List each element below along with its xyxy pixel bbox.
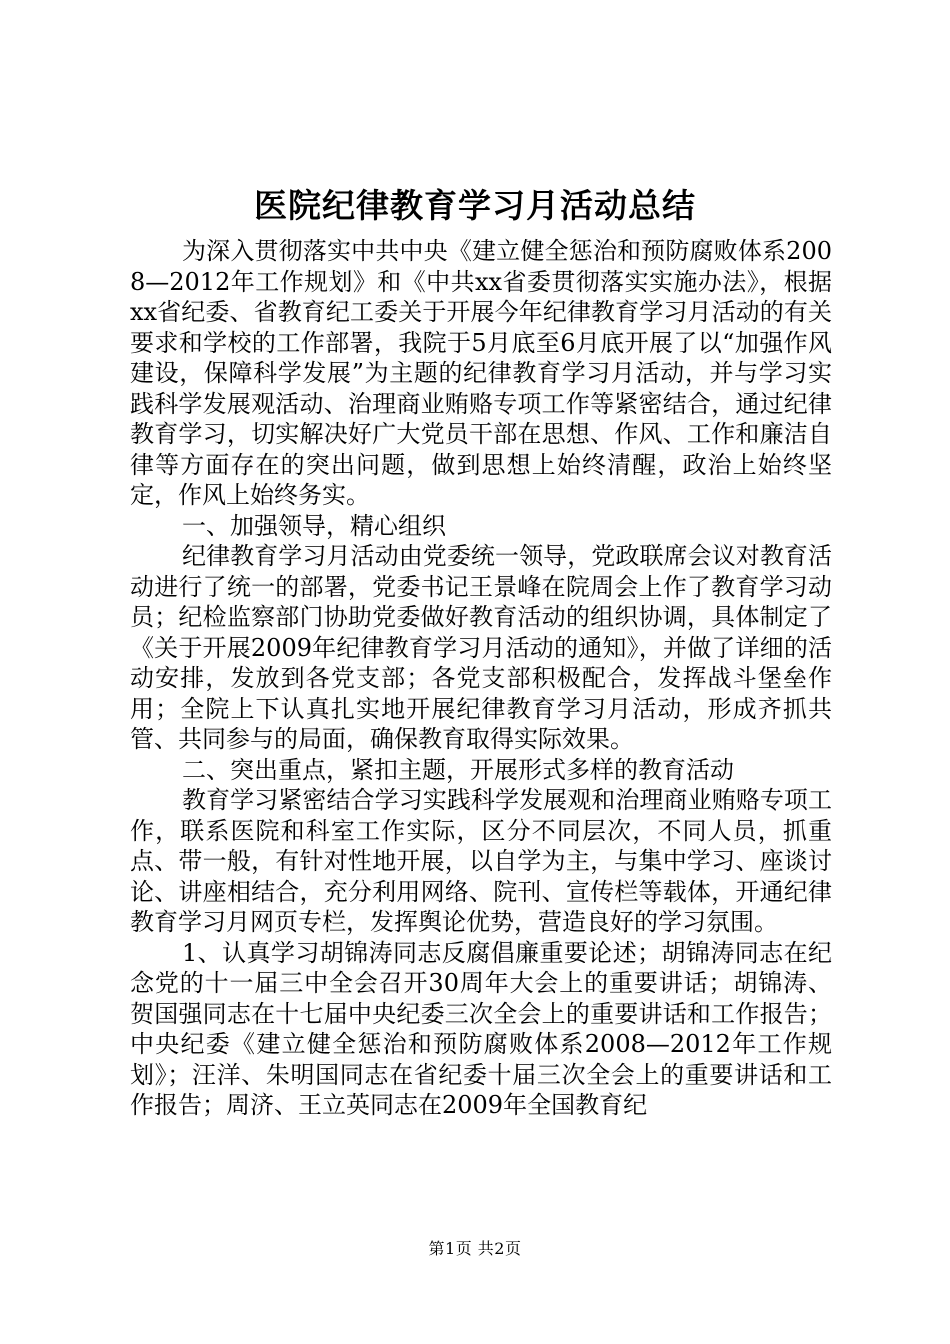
document-title: 医院纪律教育学习月活动总结 [254,186,696,225]
section-heading-1: 一、加强领导，精心组织 [182,511,446,540]
intro-paragraph: 为深入贯彻落实中共中央《建立健全惩治和预防腐败体系2008—2012年工作规划》和《中共xx省委贯彻落实实施办法》，根据xx省纪委、省教育纪工委关于开展今年纪律教育学习月活动的有关要求和学校的工作部署，我院于5月底至6月底开展了以“加强作风建设，保障科学发展”为主题的纪律教育学习月活动，并与学习实践科学发展观活动、治理商业贿赂专项工作等紧密结合，通过纪律教育学习，切实解决好广大党员干部在思想、作风、工作和廉洁自律等方面存在的突出问题，做到思想上始终清醒，政治上始终坚定，作风上始终务实。 [130,237,832,509]
section-2-paragraph: 教育学习紧密结合学习实践科学发展观和治理商业贿赂专项工作，联系医院和科室工作实际，区分不同层次，不同人员，抓重点、带一般，有针对性地开展，以自学为主，与集中学习、座谈讨论、讲座相结合，充分利用网络、院刊、宣传栏等载体，开通纪律教育学习月网页专栏，发挥舆论优势，营造良好的学习氛围。 [130,786,832,936]
page-footer: 第1页 共2页 [428,1239,522,1258]
section-heading-2: 二、突出重点，紧扣主题，开展形式多样的教育活动 [182,755,734,784]
section-2-item-1: 1、认真学习胡锦涛同志反腐倡廉重要论述；胡锦涛同志在纪念党的十一届三中全会召开30周年大会上的重要讲话；胡锦涛、贺国强同志在十七届中央纪委三次全会上的重要讲话和工作报告；中央纪委《建立健全惩治和预防腐败体系2008—2012年工作规划》；汪洋、朱明国同志在省纪委十届三次全会上的重要讲话和工作报告；周济、王立英同志在2009年全国教育纪 [130,938,832,1119]
section-1-paragraph: 纪律教育学习月活动由党委统一领导，党政联席会议对教育活动进行了统一的部署，党委书记王景峰在院周会上作了教育学习动员；纪检监察部门协助党委做好教育活动的组织协调，具体制定了《关于开展2009年纪律教育学习月活动的通知》，并做了详细的活动安排，发放到各党支部；各党支部积极配合，发挥战斗堡垒作用；全院上下认真扎实地开展纪律教育学习月活动，形成齐抓共管、共同参与的局面，确保教育取得实际效果。 [130,542,832,753]
document-body [130,236,832,1121]
